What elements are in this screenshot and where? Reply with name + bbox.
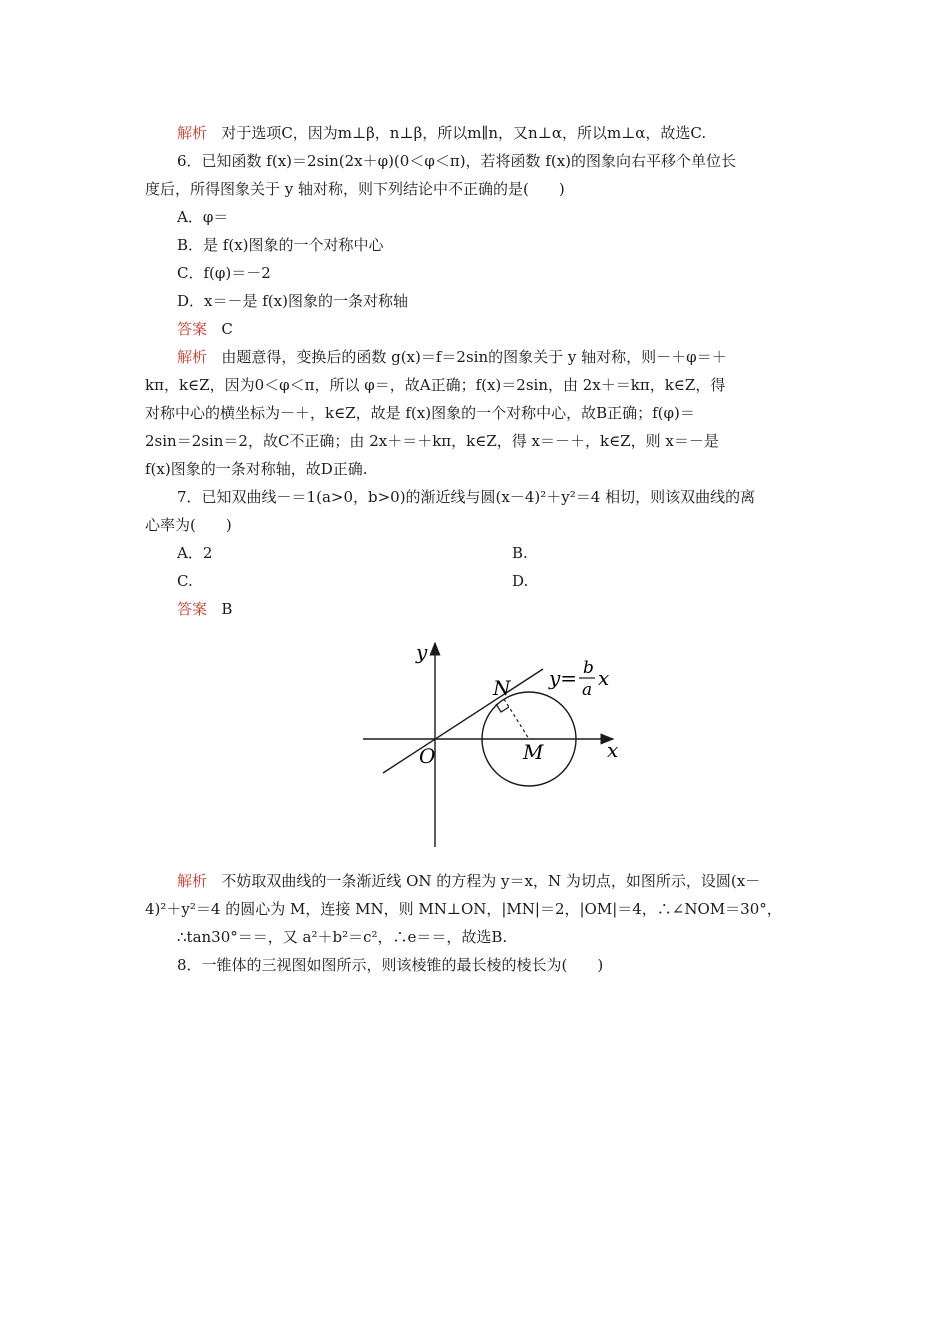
answer-label: 答案 bbox=[177, 320, 208, 338]
q6-stem-line2: 度后，所得图象关于 y 轴对称，则下列结论中不正确的是( ) bbox=[145, 180, 565, 198]
label-x: x bbox=[607, 738, 619, 762]
q7-option-a: A．2 bbox=[177, 544, 213, 562]
q6-solution-line2: kπ，k∈Z，因为0＜φ＜π，所以 φ＝，故A正确；f(x)＝2sin，由 2x＋＝kπ，k∈Z，得 bbox=[145, 376, 726, 394]
hyperbola-circle-figure bbox=[343, 625, 643, 865]
q7-option-c: C. bbox=[177, 572, 193, 590]
solution-label: 解析 bbox=[177, 348, 208, 366]
q7-solution-line1 bbox=[177, 871, 808, 891]
asymptote-b: b bbox=[583, 658, 594, 678]
label-o: O bbox=[419, 744, 436, 768]
q6-answer bbox=[177, 319, 808, 339]
q6-option-b: B．是 f(x)图象的一个对称中心 bbox=[177, 236, 384, 254]
asymptote-y-eq: y= bbox=[549, 666, 578, 690]
q6-solution-line5: f(x)图象的一条对称轴，故D正确. bbox=[145, 460, 368, 478]
right-angle-mark bbox=[496, 704, 509, 712]
asymptote-line bbox=[383, 669, 543, 773]
solution-text: 由题意得，变换后的函数 g(x)＝f＝2sin的图象关于 y 轴对称，则－＋φ＝＋ bbox=[221, 348, 727, 366]
q6-solution-line1 bbox=[177, 347, 808, 367]
solution-label: 解析 bbox=[177, 124, 208, 142]
label-y: y bbox=[416, 640, 428, 664]
q7-solution-line3: ∴tan30°＝＝，又 a²＋b²＝c²，∴e＝＝，故选B. bbox=[177, 928, 508, 946]
label-n: N bbox=[493, 676, 511, 700]
answer-value: B bbox=[221, 600, 233, 618]
q7-solution-line2: 4)²＋y²＝4 的圆心为 M，连接 MN，则 MN⊥ON，|MN|＝2，|OM|＝4，∴∠NOM＝30°， bbox=[145, 900, 782, 918]
q6-option-d: D．x＝－是 f(x)图象的一条对称轴 bbox=[177, 292, 408, 310]
answer-value: C bbox=[221, 320, 233, 338]
q7-option-b: B. bbox=[512, 544, 528, 562]
asymptote-a: a bbox=[582, 680, 593, 700]
label-m: M bbox=[523, 740, 544, 764]
q6-stem-line1: 6．已知函数 f(x)＝2sin(2x＋φ)(0＜φ＜π)，若将函数 f(x)的图象向右平移个单位长 bbox=[177, 152, 737, 170]
q6-solution-line3: 对称中心的横坐标为－＋，k∈Z，故是 f(x)图象的一个对称中心，故B正确；f(φ)＝ bbox=[145, 404, 695, 422]
q7-stem-line2: 心率为( ) bbox=[145, 516, 232, 534]
solution-label: 解析 bbox=[177, 872, 208, 890]
solution-text: 对于选项C，因为m⊥β，n⊥β，所以m∥n，又n⊥α，所以m⊥α，故选C. bbox=[221, 124, 707, 142]
q6-solution-line4: 2sin＝2sin＝2，故C不正确；由 2x＋＝＋kπ，k∈Z，得 x＝－＋，k∈Z，则 x＝－是 bbox=[145, 432, 719, 450]
q7-option-d: D. bbox=[512, 572, 529, 590]
q7-stem-line1: 7．已知双曲线－＝1(a>0，b>0)的渐近线与圆(x－4)²＋y²＝4 相切，则该双曲线的离 bbox=[177, 488, 756, 506]
q8-stem-line1: 8．一锥体的三视图如图所示，则该棱锥的最长棱的棱长为( ) bbox=[177, 956, 604, 974]
q6-option-a: A．φ＝ bbox=[177, 208, 229, 226]
radius-mn bbox=[504, 699, 529, 739]
answer-label: 答案 bbox=[177, 600, 208, 618]
asymptote-x: x bbox=[598, 666, 610, 690]
figure-svg bbox=[343, 625, 643, 865]
q5-solution bbox=[177, 123, 808, 143]
q6-option-c: C．f(φ)＝－2 bbox=[177, 264, 271, 282]
q7-answer bbox=[177, 599, 808, 619]
solution-text: 不妨取双曲线的一条渐近线 ON 的方程为 y＝x，N 为切点，如图所示，设圆(x－ bbox=[221, 872, 761, 890]
